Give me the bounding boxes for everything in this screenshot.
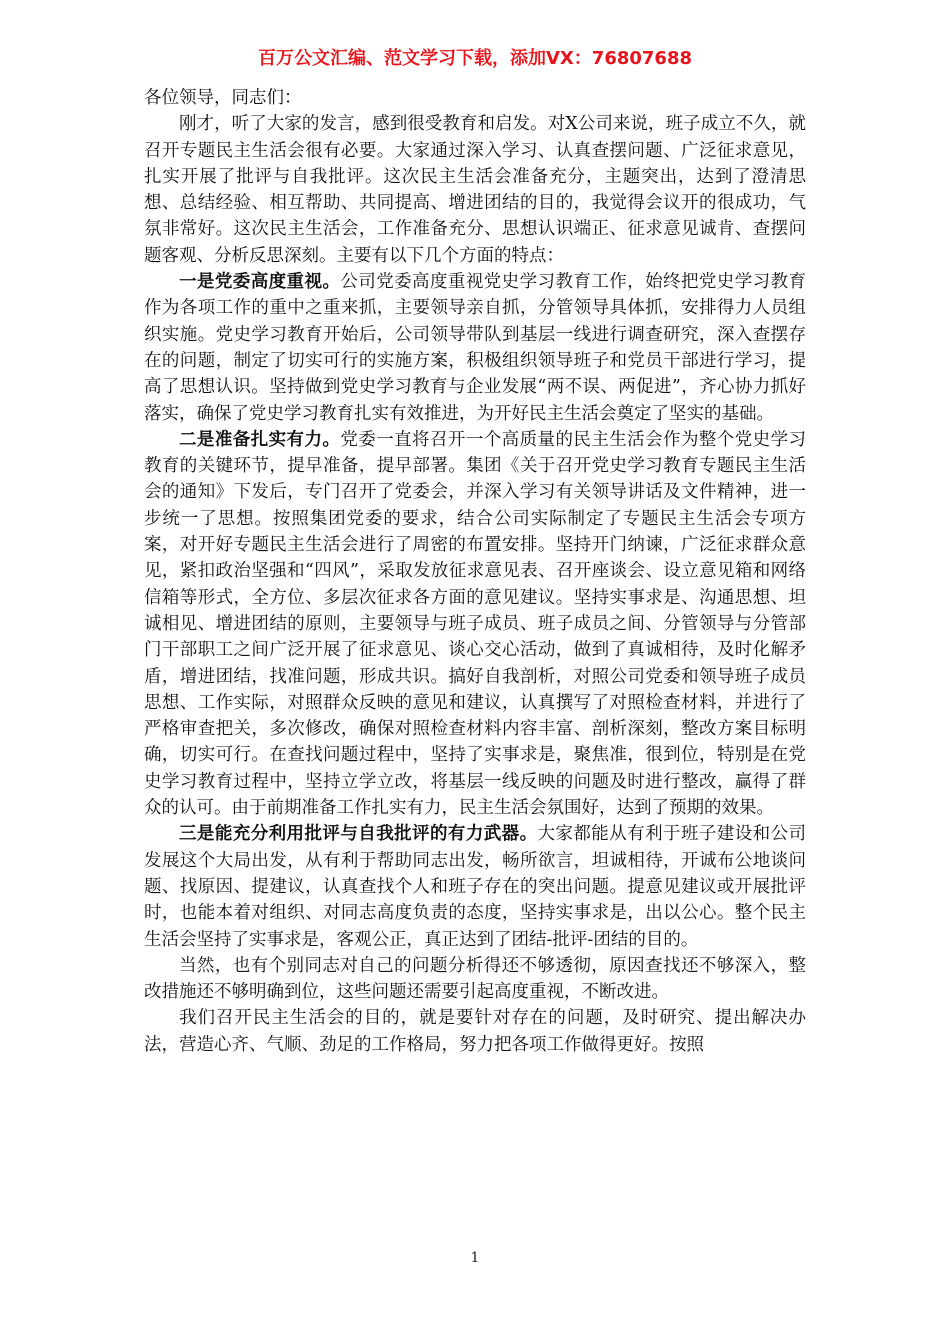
intro-paragraph: 刚才，听了大家的发言，感到很受教育和启发。对X公司来说，班子成立不久，就召开专题民主生活会很有必要。大家通过深入学习、认真查摆问题、广泛征求意见，扎实开展了批评与自我批评。这次民主生活会准备充分，主题突出，达到了澄清思想、总结经验、相互帮助、共同提高、增进团结的目的，我觉得会议开的很成功，气氛非常好。这次民主生活会，工作准备充分、思想认识端正、征求意见诚肯、查摆问题客观、分析反思深刻。主要有以下几个方面的特点： (144, 114, 806, 266)
point2-text: 党委一直将召开一个高质量的民主生活会作为整个党史学习教育的关键环节，提早准备，提早部署。集团《关于召开党史学习教育专题民主生活会的通知》下发后，专门召开了党委会，并深入学习有关领导讲话及文件精神，进一步统一了思想。按照集团党委的要求，结合公司实际制定了专题民主生活会专项方案，对开好专题民主生活会进行了周密的布置安排。坚持开门纳谏，广泛征求群众意见，紧扣政治坚强和“四风”，采取发放征求意见表、召开座谈会、设立意见箱和网络信箱等形式，全方位、多层次征求各方面的意见建议。坚持实事求是、沟通思想、坦诚相见、增进团结的原则，主要领导与班子成员、班子成员之间、分管领导与分管部门干部职工之间广泛开展了征求意见、谈心交心活动，做到了真诚相待，及时化解矛盾，增进团结，找准问题，形成共识。搞好自我剖析，对照公司党委和领导班子成员思想、工作实际，对照群众反映的意见和建议，认真撰写了对照检查材料，并进行了严格审查把关，多次修改，确保对照检查材料内容丰富、剖析深刻，整改方案目标明确，切实可行。在查找问题过程中，坚持了实事求是，聚焦准，很到位，特别是在党史学习教育过程中，坚持立学立改，将基层一线反映的问题及时进行整改，赢得了群众的认可。由于前期准备工作扎实有力，民主生活会氛围好，达到了预期的效果。 (144, 429, 807, 819)
purpose-paragraph: 我们召开民主生活会的目的，就是要针对存在的问题，及时研究、提出解决办法，营造心齐、气顺、劲足的工作格局，努力把各项工作做得更好。按照 (144, 1008, 806, 1055)
point3-heading: 三是能充分利用批评与自我批评的有力武器。 (179, 824, 538, 845)
point2-paragraph (144, 427, 806, 821)
header-banner: 百万公文汇编、范文学习下载，添加VX：76807688 (257, 48, 692, 69)
point2-heading: 二是准备扎实有力。 (179, 429, 341, 450)
page-number: 1 (470, 1250, 480, 1266)
point1-text: 公司党委高度重视党史学习教育工作，始终把党史学习教育作为各项工作的重中之重来抓，主要领导亲自抓，分管领导具体抓，安排得力人员组织实施。党史学习教育开始后，公司领导带队到基层一线进行调查研究，深入查摆存在的问题，制定了切实可行的实施方案，积极组织领导班子和党员干部进行学习，提高了思想认识。坚持做到党史学习教育与企业发展“两不误、两促进”，齐心协力抓好落实，确保了党史学习教育扎实有效推进，为开好民主生活会奠定了坚实的基础。 (144, 272, 807, 424)
shortcomings-paragraph: 当然，也有个别同志对自己的问题分析得还不够透彻，原因查找还不够深入，整改措施还不够明确到位，这些问题还需要引起高度重视，不断改进。 (144, 955, 806, 1003)
point3-text: 大家都能从有利于班子建设和公司发展这个大局出发，从有利于帮助同志出发，畅所欲言，坦诚相待，开诚布公地谈问题、找原因、提建议，认真查找个人和班子存在的突出问题。提意见建议或开展批评时，也能本着对组织、对同志高度负责的态度，坚持实事求是，出以公心。整个民主生活会坚持了实事求是，客观公正，真正达到了团结-批评-团结的目的。 (144, 824, 807, 950)
document-body (144, 85, 806, 1058)
salutation: 各位领导，同志们： (144, 88, 302, 108)
point1-heading: 一是党委高度重视。 (179, 272, 341, 293)
point3-paragraph (144, 821, 806, 952)
point1-paragraph (144, 269, 806, 427)
